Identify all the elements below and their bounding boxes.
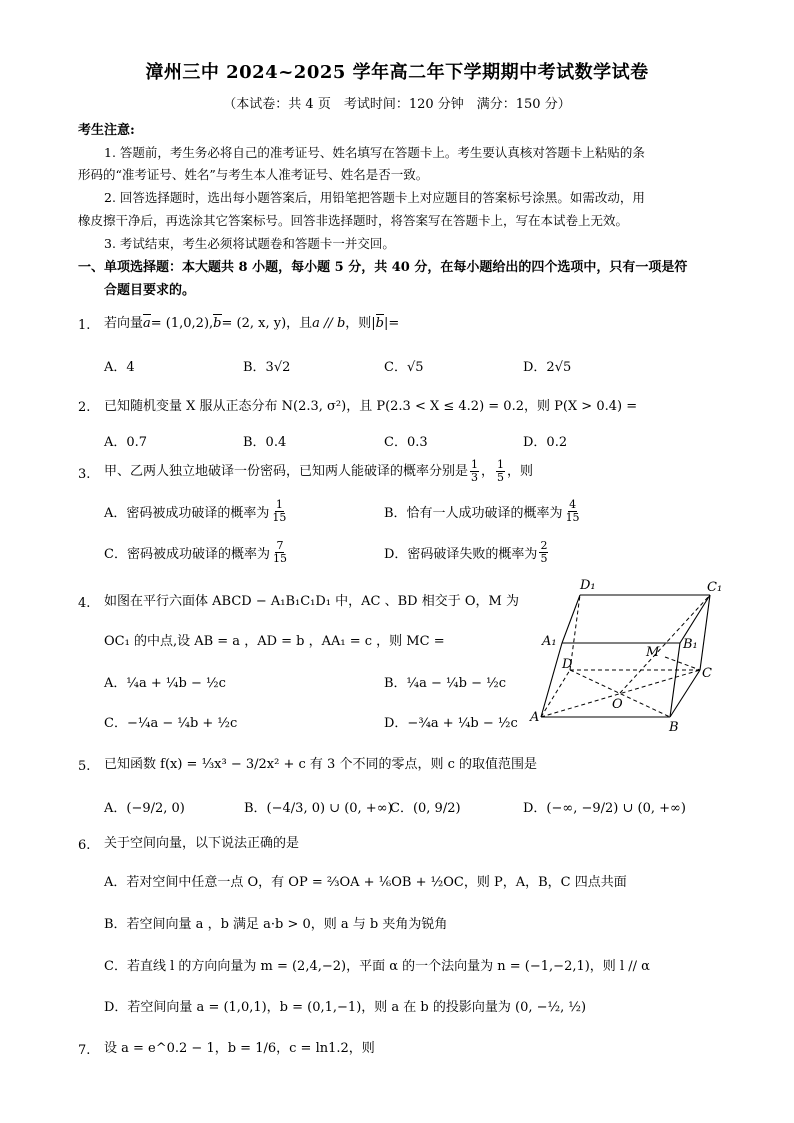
parallelepiped-figure xyxy=(525,575,725,735)
page-title: 漳州三中 2024~2025 学年高二年下学期期中考试数学试卷 xyxy=(145,62,649,83)
label-a1: A₁ xyxy=(542,634,557,649)
label-c: C xyxy=(702,666,712,681)
question-5-stem: 已知函数 f(x) = ⅓x³ − 3/2x² + c 有 3 个不同的零点，则 c 的取值范围是 xyxy=(104,757,537,772)
label-d1: D₁ xyxy=(580,578,596,593)
notice-item-2a: 2. 回答选择题时，选出每小题答案后，用铅笔把答题卡上对应题目的答案标号涂黑。如需改动，用 xyxy=(104,190,645,205)
question-2-stem: 已知随机变量 X 服从正态分布 N(2.3, σ²)，且 P(2.3 < X ≤ 4.2) = 0.2，则 P(X > 0.4) = xyxy=(104,399,638,414)
question-number: 3. xyxy=(78,467,91,482)
question-4-stem-line1: 如图在平行六面体 ABCD − A₁B₁C₁D₁ 中，AC 、BD 相交于 O，M 为 xyxy=(104,594,519,609)
q4-option-d: D．−¾a + ¼b − ½c xyxy=(384,716,518,731)
q5-option-d: D．(−∞, −9/2) ∪ (0, +∞) xyxy=(523,801,686,816)
label-c1: C₁ xyxy=(707,580,723,595)
edge-bb1 xyxy=(670,643,680,717)
q3-option-c: C．密码被成功破译的概率为 $\frac{7}{15}$ xyxy=(104,539,287,565)
q3-option-a: A．密码被成功破译的概率为 $\frac{1}{15}$ xyxy=(104,498,287,524)
section-heading-line2: 合题目要求的。 xyxy=(104,283,196,298)
q3-option-b: B．恰有一人成功破译的概率为 $\frac{4}{15}$ xyxy=(384,498,580,524)
question-number: 2. xyxy=(78,400,91,415)
q2-option-c: C．0.3 xyxy=(384,435,428,450)
q4-option-a: A．¼a + ¼b − ½c xyxy=(104,676,226,691)
section-heading-line1: 一、单项选择题：本大题共 8 小题，每小题 5 分，共 40 分，在每小题给出的四个选项中，只有一项是符 xyxy=(78,260,688,275)
q5-option-b: B．(−4/3, 0) ∪ (0, +∞) xyxy=(244,801,393,816)
q6-option-b: B．若空间向量 a ，b 满足 a·b > 0，则 a 与 b 夹角为锐角 xyxy=(104,917,448,932)
q6-option-d: D．若空间向量 a = (1,0,1)，b = (0,1,−1)，则 a 在 b 的投影向量为 (0, −½, ½) xyxy=(104,1000,587,1015)
notice-heading: 考生注意: xyxy=(78,123,135,138)
q5-option-c: C．(0, 9/2) xyxy=(390,801,461,816)
notice-item-3: 3. 考试结束，考生必须将试题卷和答题卡一并交回。 xyxy=(104,236,395,251)
edge-aa1 xyxy=(541,643,562,717)
edge-b1c1 xyxy=(680,595,710,643)
notice-item-1b: 形码的“准考证号、姓名”与考生本人准考证号、姓名是否一致。 xyxy=(78,167,429,182)
label-o: O xyxy=(612,697,623,712)
question-number: 5. xyxy=(78,759,91,774)
q2-option-b: B．0.4 xyxy=(243,435,287,450)
q6-option-a: A．若对空间中任意一点 O，有 OP = ⅔OA + ⅙OB + ½OC，则 P，A，B，C 四点共面 xyxy=(104,875,627,890)
q5-option-a: A．(−9/2, 0) xyxy=(104,801,185,816)
question-3-stem: 甲、乙两人独立地破译一份密码，已知两人能破译的概率分别是 $\frac{1}{3}$ ， $\frac{1}{5}$ ，则 xyxy=(104,458,534,484)
label-m: M xyxy=(646,645,660,660)
q1-option-d: D．2√5 xyxy=(523,360,572,375)
q6-option-c: C．若直线 l 的方向向量为 m = (2,4,−2)，平面 α 的一个法向量为 n = (−1,−2,1)，则 l // α xyxy=(104,959,650,974)
question-number: 6. xyxy=(78,838,91,853)
question-7-stem: 设 a = e^0.2 − 1，b = 1/6，c = ln1.2，则 xyxy=(104,1041,375,1056)
notice-item-2b: 橡皮擦干净后，再选涂其它答案标号。回答非选择题时，将答案写在答题卡上，写在本试卷上无效。 xyxy=(78,213,629,228)
edge-bc xyxy=(670,670,700,717)
notice-item-1a: 1. 答题前，考生务必将自己的准考证号、姓名填写在答题卡上。考生要认真核对答题卡上粘贴的条 xyxy=(104,145,645,160)
label-b: B xyxy=(669,720,679,735)
edge-cc1 xyxy=(700,595,710,670)
question-4-stem-line2: OC₁ 的中点,设 AB = a ，AD = b ，AA₁ = c ，则 MC = xyxy=(104,634,445,649)
question-number: 4. xyxy=(78,596,91,611)
question-1-stem: 若向量a= (1,0,2),b= (2, x, y)，且a // b，则|b|= xyxy=(104,314,399,334)
question-number: 1. xyxy=(78,318,91,333)
question-6-stem: 关于空间向量，以下说法正确的是 xyxy=(104,836,300,851)
segment-mc xyxy=(665,657,700,670)
question-number: 7. xyxy=(78,1043,91,1058)
q4-option-c: C．−¼a − ¼b + ½c xyxy=(104,716,238,731)
q1-option-a: A．4 xyxy=(104,360,135,375)
edge-ad xyxy=(541,670,570,717)
page-subtitle: （本试卷：共 4 页 考试时间：120 分钟 满分：150 分） xyxy=(223,97,571,112)
label-a: A xyxy=(530,710,540,725)
q2-option-d: D．0.2 xyxy=(523,435,568,450)
q2-option-a: A．0.7 xyxy=(104,435,148,450)
q4-option-b: B．¼a − ¼b − ½c xyxy=(384,676,507,691)
q3-option-d: D．密码破译失败的概率为 $\frac{2}{5}$ xyxy=(384,539,548,565)
label-b1: B₁ xyxy=(683,637,698,652)
label-d: D xyxy=(562,657,573,672)
q1-option-b: B．3√2 xyxy=(243,360,291,375)
q1-option-c: C．√5 xyxy=(384,360,424,375)
